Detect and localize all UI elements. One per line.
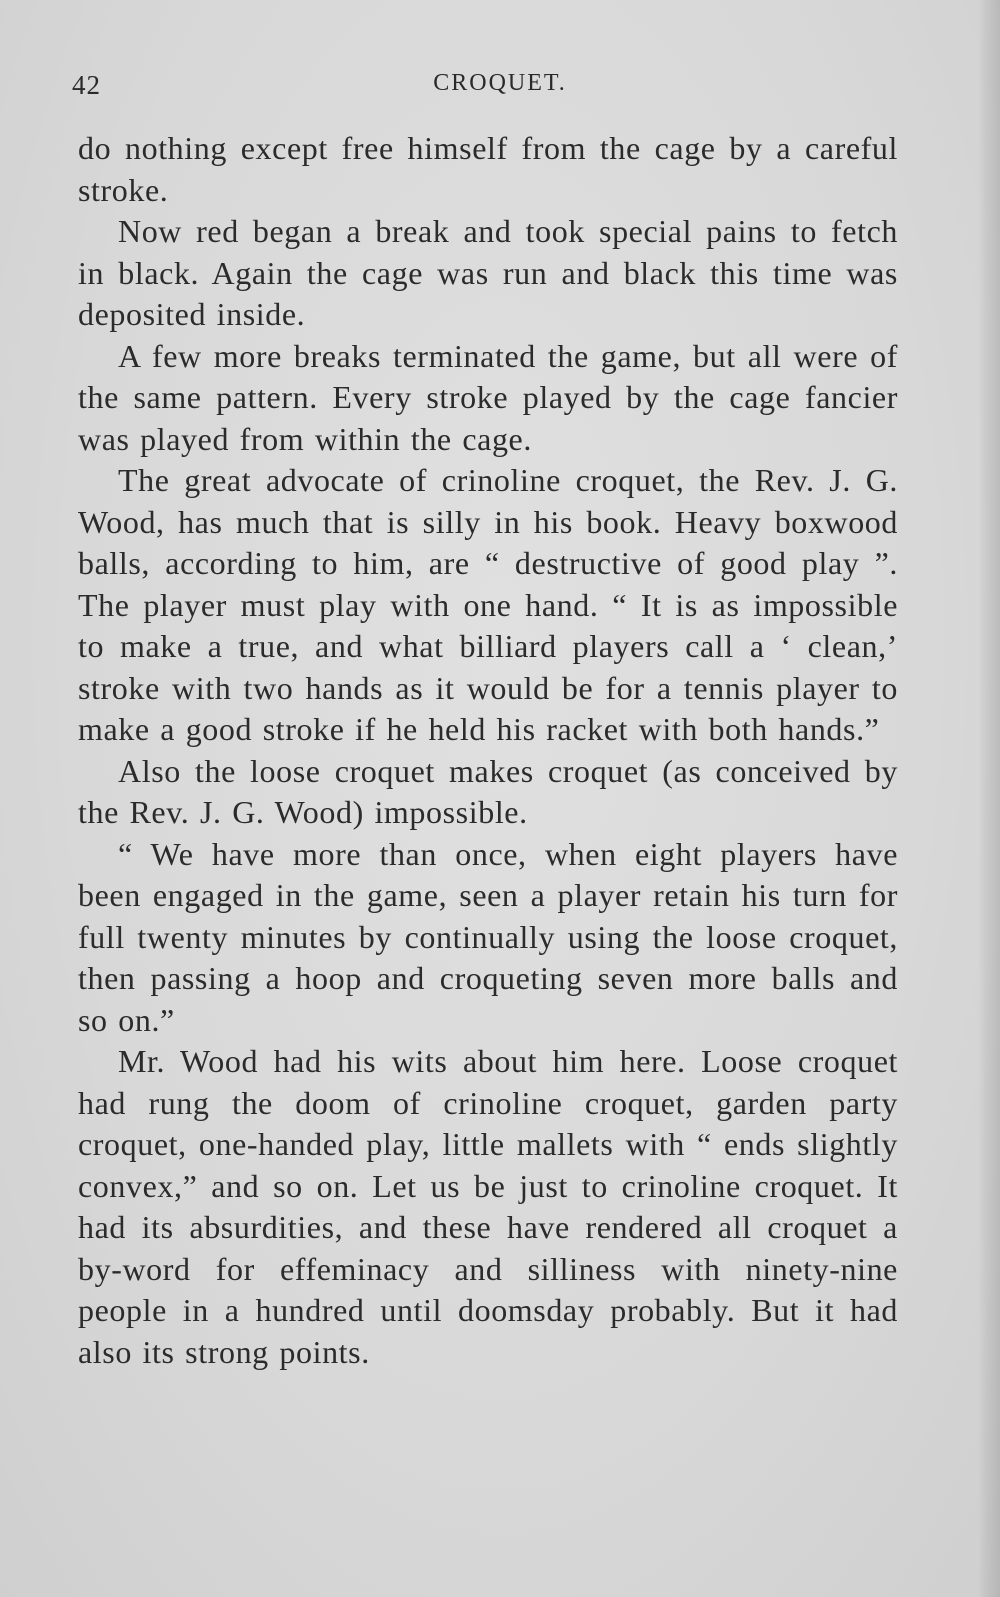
body-text xyxy=(78,128,898,1373)
paragraph: do nothing except free himself from the cage by a careful stroke. xyxy=(78,130,898,208)
running-title: CROQUET. xyxy=(433,70,567,96)
paragraph: A few more breaks terminated the game, but all were of the same pattern. Every stroke played by the cage fancier was played from within the cage. xyxy=(78,337,898,457)
page-edge-shadow xyxy=(978,0,1000,1597)
paragraph: “ We have more than once, when eight players have been engaged in the game, seen a player retain his turn for full twenty minutes by continually using the loose croquet, then passing a hoop and croqueting seven more balls and so on.” xyxy=(78,835,898,1038)
paragraph: Also the loose croquet makes croquet (as conceived by the Rev. J. G. Wood) impossible. xyxy=(78,752,898,830)
paragraph: Now red began a break and took special pains to fetch in black. Again the cage was run and black this time was deposited inside. xyxy=(78,213,898,332)
paragraph: The great advocate of crinoline croquet, the Rev. J. G. Wood, has much that is silly in his book. Heavy boxwood balls, according to him, are “ destructive of good play ”. The player must play with one hand. “ It is as impossible to make a true, and what billiard players call a ‘ clean,’ stroke with two hands as it would be for a tennis player to make a good stroke if he held his racket with both hands.” xyxy=(78,462,898,747)
page-number: 42 xyxy=(72,70,101,100)
paragraph: Mr. Wood had his wits about him here. Loose croquet had rung the doom of crinoline croquet, garden party croquet, one-handed play, little mallets with “ ends slightly convex,” and so on. Let us be just to crinoline croquet. It had its absurdities, and these have rendered all croquet a by-word for effeminacy and silliness with ninety-nine people in a hundred until doomsday probably. But it had also its strong points. xyxy=(78,1043,898,1370)
